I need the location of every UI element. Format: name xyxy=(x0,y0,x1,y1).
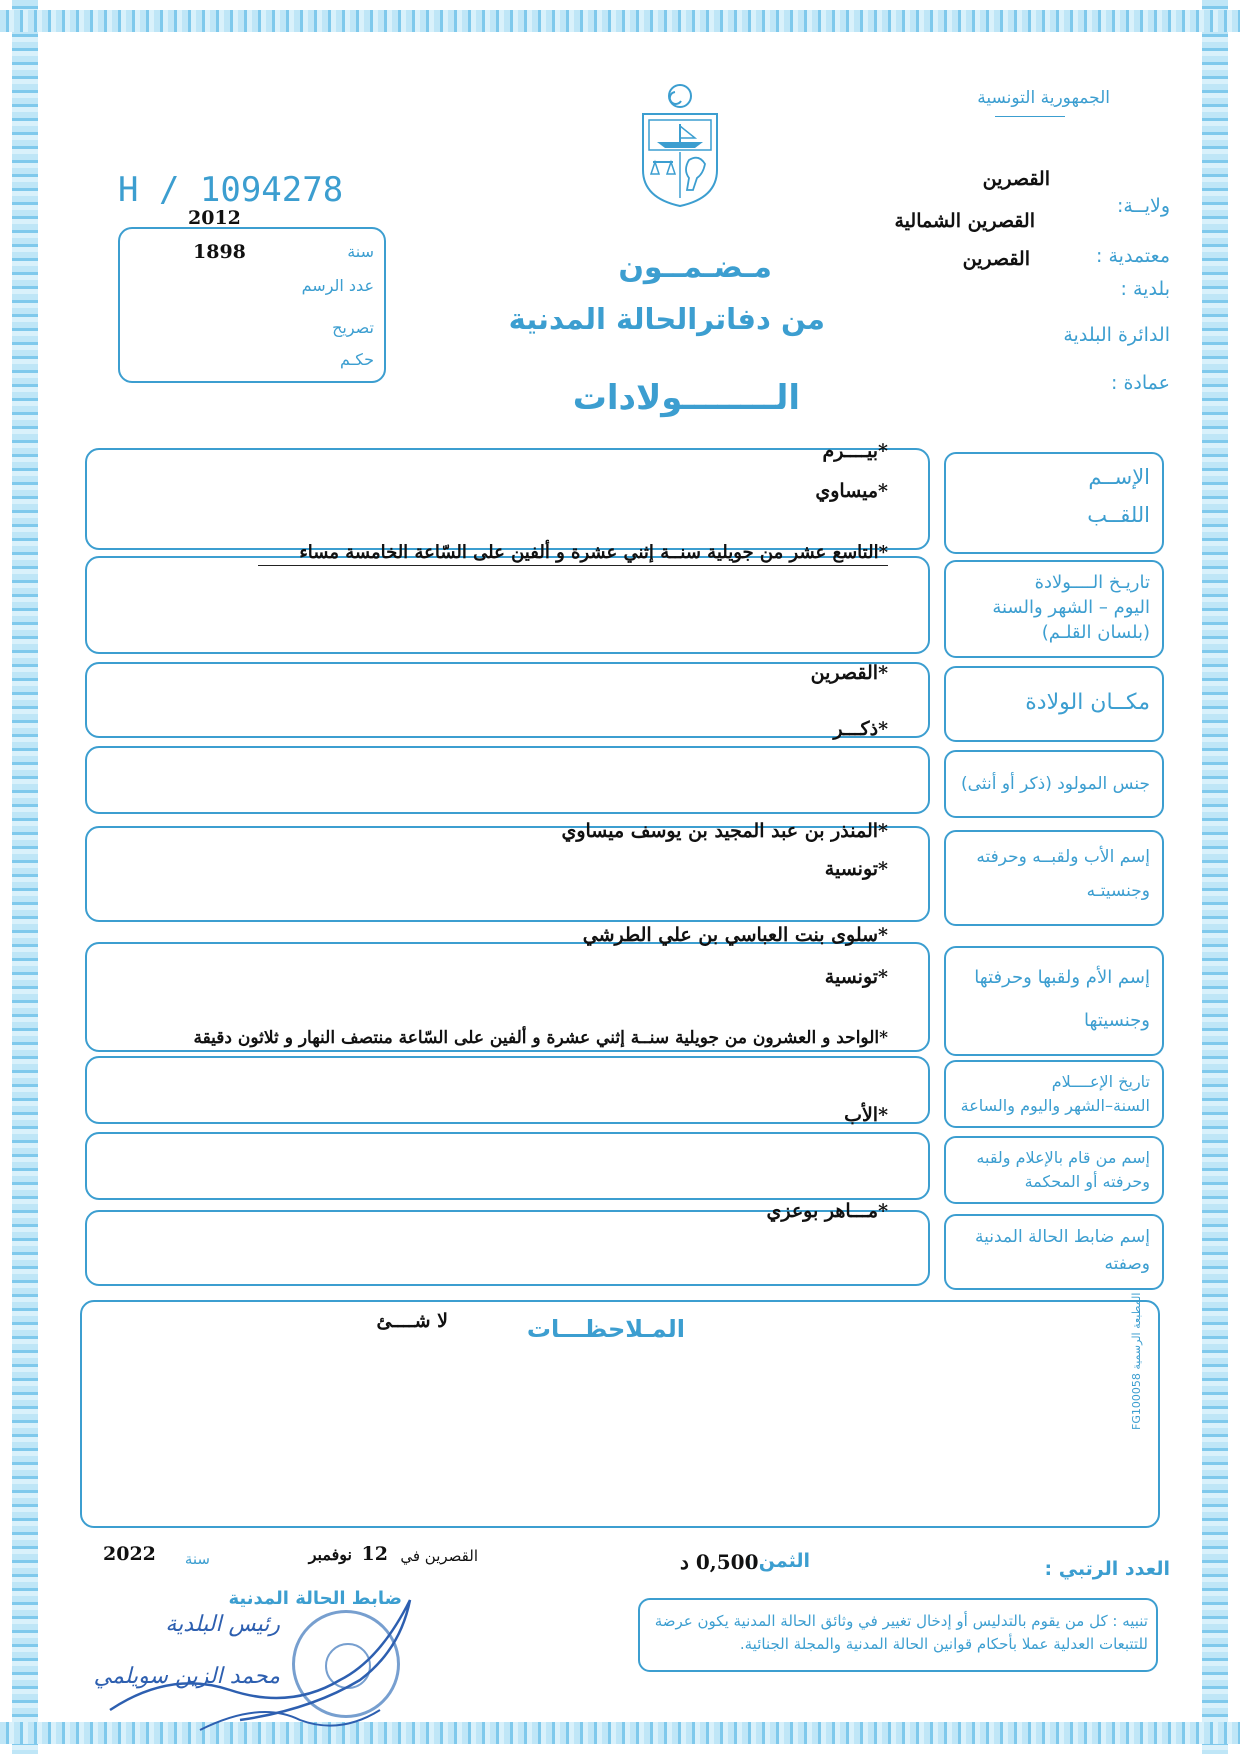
municipality-label: بلدية : xyxy=(1120,278,1170,300)
omda-label: عمادة : xyxy=(1111,372,1170,394)
top-border-pattern xyxy=(0,10,1240,32)
delegation-label: معتمدية : xyxy=(1096,245,1170,267)
signature-text-line1: رئيس البلدية xyxy=(165,1612,280,1637)
birth-date-sublabel: اليوم – الشهر والسنة xyxy=(992,597,1150,619)
footer-month: نوفمبر xyxy=(308,1545,352,1564)
officer-title: ضابط الحالة المدنية xyxy=(228,1588,402,1609)
officer-value: *مـــاهر بوعزي xyxy=(766,1200,888,1222)
declarant-value: *الأب xyxy=(844,1104,888,1126)
registry-act-number-value: 1898 xyxy=(193,241,246,263)
serial-number-text: H / 1094278 xyxy=(118,170,344,210)
declaration-date-label-box xyxy=(944,1060,1164,1128)
name-value-box xyxy=(85,448,930,550)
officer-sublabel: وصفته xyxy=(1104,1254,1150,1275)
declaration-date-sublabel: السنة–الشهر واليوم والساعة xyxy=(960,1096,1150,1115)
registry-act-number-label: عدد الرسم xyxy=(301,276,374,295)
footer-day: 12 xyxy=(361,1543,388,1565)
section-title: الــــــــولادات xyxy=(572,378,800,418)
birth-date-label: تاريـخ الــــولادة xyxy=(1034,572,1150,593)
declaration-date-label: تاريخ الإعــــلام xyxy=(1051,1072,1150,1091)
registry-declaration-label: تصريح xyxy=(332,318,374,337)
mother-name-value: *سلوى بنت العباسي بن علي الطرشي xyxy=(582,924,888,946)
footer-year: 2022 xyxy=(103,1543,156,1565)
governorate-label: ولايــة: xyxy=(1116,195,1170,217)
district-label: الدائرة البلدية xyxy=(1063,324,1170,346)
mother-nationality-value: *تونسية xyxy=(824,966,888,988)
remarks-label: المـلاحظـــات xyxy=(526,1315,685,1343)
declarant-value-box xyxy=(85,1132,930,1200)
delegation-value: القصرين الشمالية xyxy=(894,210,1035,232)
declaration-date-value: *الواحد و العشرون من جويلية سنــة إثني عشرة و ألفين على السّاعة منتصف النهار و ثلاثون دقيقة xyxy=(193,1028,888,1048)
officer-label-box xyxy=(944,1214,1164,1290)
birth-date-rule xyxy=(258,565,888,566)
declarant-sublabel: وحرفته أو المحكمة xyxy=(1024,1172,1150,1191)
declaration-date-value-box xyxy=(85,1056,930,1124)
remarks-value: لا شــــئ xyxy=(376,1310,448,1332)
first-name-value: *بيــــرم xyxy=(822,440,888,462)
birth-date-value-box xyxy=(85,556,930,654)
sex-value: *ذكـــر xyxy=(833,718,888,740)
last-name-value: *ميساوي xyxy=(815,480,888,502)
footer-year-label: سنة xyxy=(184,1550,210,1568)
mother-label-box xyxy=(944,946,1164,1056)
father-label-nationality: وجنسيتـه xyxy=(1086,881,1150,901)
registry-year-label: سنة xyxy=(347,242,374,261)
coat-of-arms-emblem xyxy=(635,80,725,210)
signature-text-line2: محمد الزين سويلمي xyxy=(93,1664,280,1689)
birth-place-label-box xyxy=(944,666,1164,742)
father-label-box xyxy=(944,830,1164,926)
mother-label: إسم الأم ولقبها وحرفتها xyxy=(974,967,1150,988)
republic-label: الجمهورية التونسية xyxy=(977,88,1110,108)
first-name-label: الإســم xyxy=(1088,465,1150,489)
sex-value-box xyxy=(85,746,930,814)
left-border-pattern xyxy=(12,0,38,1754)
registry-judgment-label: حكـم xyxy=(339,350,374,369)
printer-mark: المطبعة الرسمية FG100058 xyxy=(1130,1292,1143,1430)
sex-label: جنس المولود (ذكر أو أنثى) xyxy=(961,774,1150,794)
signature-scribble xyxy=(80,1560,500,1740)
birth-date-value: *التاسع عشر من جويلية سنــة إثني عشرة و ألفين على السّاعة الخامسة مساء xyxy=(299,542,888,563)
municipality-value: القصرين xyxy=(962,248,1030,270)
title-line2: من دفاترالحالة المدنية xyxy=(508,302,825,336)
price-label: الثمن : xyxy=(744,1550,810,1572)
registry-year-value: 2012 xyxy=(188,207,241,229)
serial-number xyxy=(118,170,343,210)
mother-label-nationality: وجنسيتها xyxy=(1084,1010,1150,1032)
officer-label: إسم ضابط الحالة المدنية xyxy=(975,1227,1150,1247)
warning-text: تنبيه : كل من يقوم بالتدليس أو إدخال تغيير في وثائق الحالة المدنية يكون عرضة للتتبعات العدلية عملا بأحكام قوانين الحالة المدنية والمجلة الجنائية. xyxy=(654,1612,1148,1654)
right-border-pattern xyxy=(1202,0,1228,1754)
birth-place-label: مكــان الولادة xyxy=(1025,690,1150,715)
birth-date-label-box xyxy=(944,560,1164,658)
birth-date-sublabel-pen: (بلسان القلـم) xyxy=(1041,622,1150,644)
birth-place-value: *القصرين xyxy=(810,662,888,684)
father-nationality-value: *تونسية xyxy=(824,858,888,880)
father-label: إسم الأب ولقبــه وحرفته xyxy=(976,847,1150,867)
footer-place-label: القصرين في xyxy=(400,1547,478,1565)
sex-label-box xyxy=(944,750,1164,818)
declarant-label: إسم من قام بالإعلام ولقبه xyxy=(976,1148,1150,1167)
serial-number-label: العدد الرتبي : xyxy=(1044,1558,1170,1580)
birth-place-value-box xyxy=(85,662,930,738)
last-name-label: اللقــب xyxy=(1087,502,1150,527)
name-label-box xyxy=(944,452,1164,554)
governorate-value: القصرين xyxy=(982,168,1050,190)
father-name-value: *المنذر بن عبد المجيد بن يوسف ميساوي xyxy=(561,820,888,842)
price-value: 0,500 د xyxy=(680,1550,759,1574)
title-line1: مـضـمــون xyxy=(618,250,772,285)
declarant-label-box xyxy=(944,1136,1164,1204)
republic-underline xyxy=(995,116,1065,117)
